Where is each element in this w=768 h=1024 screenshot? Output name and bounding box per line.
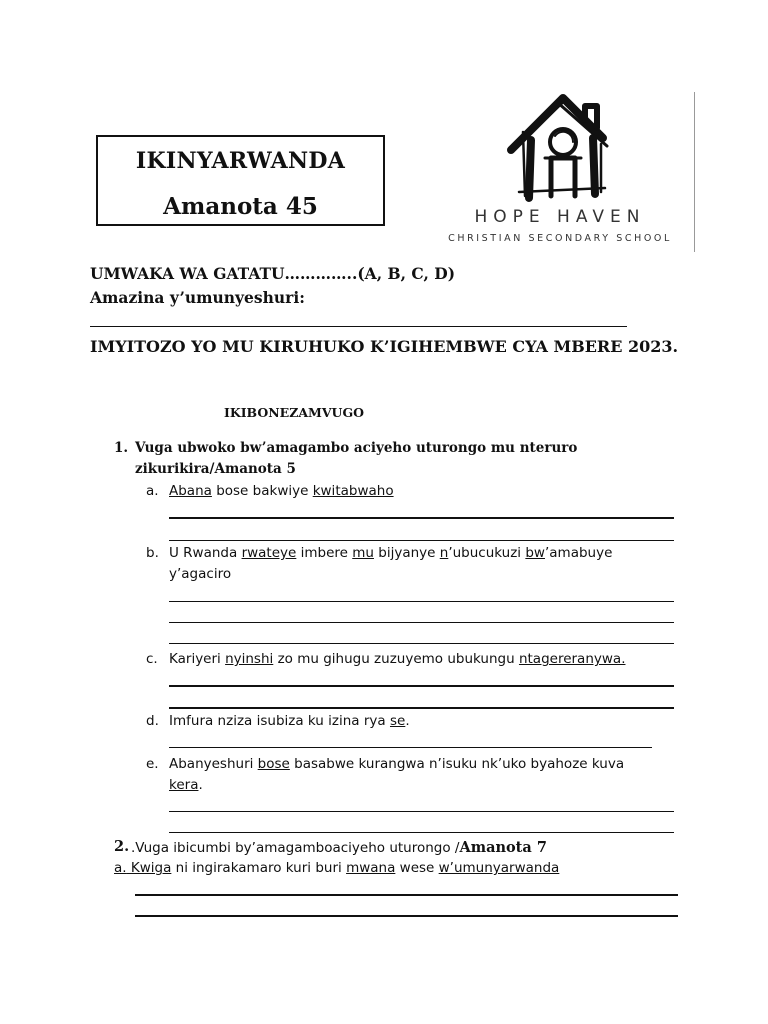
sentence-text: . — [405, 713, 410, 729]
school-subtitle: CHRISTIAN SECONDARY SCHOOL — [448, 233, 672, 244]
answer-line[interactable] — [169, 517, 674, 519]
q1-item-a-letter: a. — [146, 483, 159, 499]
q1-item-e-letter: e. — [146, 756, 159, 772]
q1-number: 1. — [114, 440, 129, 456]
underlined-word: mu — [352, 545, 374, 561]
underlined-word: bw — [525, 545, 545, 561]
sentence-text: basabwe kurangwa n’isuku nk’uko byahoze kuva — [289, 756, 625, 772]
underlined-word: kera — [169, 777, 199, 793]
q2-item-a-sentence — [114, 860, 559, 876]
answer-line[interactable] — [169, 622, 674, 623]
answer-line[interactable] — [169, 747, 652, 748]
underlined-word: kwitabwaho — [312, 483, 394, 499]
underlined-word: mwana — [346, 860, 396, 876]
subject-title: IKINYARWANDA — [135, 148, 346, 174]
q1-item-a-sentence — [169, 483, 394, 499]
title-box — [96, 135, 385, 226]
q1-item-b-letter: b. — [146, 545, 159, 561]
sentence-text: ni ingirakamaro kuri buri — [171, 860, 347, 876]
q1-instruction-line2: zikurikira/Amanota 5 — [135, 461, 296, 477]
underlined-word: Abana — [169, 483, 212, 499]
student-name-label: Amazina y’umunyeshuri: — [90, 288, 305, 307]
sentence-text: Kariyeri — [169, 651, 226, 667]
q1-item-c-sentence — [169, 651, 625, 667]
year-line: UMWAKA WA GATATU…………..(A, B, C, D) — [90, 264, 456, 283]
q1-item-e-sentence — [169, 756, 624, 772]
underlined-word: nyinshi — [225, 651, 274, 667]
underlined-word: rwateye — [241, 545, 297, 561]
sentence-text: U Rwanda — [169, 545, 242, 561]
q2-instruction-text: .Vuga ibicumbi by’amagamboaciyeho uturongo / — [131, 840, 460, 856]
q1-item-d-letter: d. — [146, 713, 159, 729]
sentence-text: zo mu gihugu zuzuyemo ubukungu — [273, 651, 519, 667]
q2-instruction — [131, 839, 547, 856]
answer-line[interactable] — [135, 915, 678, 917]
q1-instruction-line1: Vuga ubwoko bw’amagambo aciyeho uturongo mu nteruro — [135, 440, 578, 456]
sentence-text: bijyanye — [373, 545, 440, 561]
underlined-word: bose — [257, 756, 290, 772]
underlined-word: n — [439, 545, 449, 561]
school-logo-house-icon — [425, 92, 700, 252]
answer-line[interactable] — [169, 601, 674, 602]
exam-title: IMYITOZO YO MU KIRUHUKO K’IGIHEMBWE CYA MBERE 2023. — [90, 337, 679, 356]
section-title: IKIBONEZAMVUGO — [224, 405, 365, 420]
q1-item-d-sentence — [169, 713, 410, 729]
answer-line[interactable] — [135, 894, 678, 896]
sentence-text: imbere — [296, 545, 353, 561]
sentence-text: wese — [395, 860, 439, 876]
sentence-text: Imfura nziza isubiza ku izina rya — [169, 713, 390, 729]
student-name-field[interactable] — [90, 326, 627, 327]
q1-item-c-letter: c. — [146, 651, 158, 667]
q2-marks: Amanota 7 — [459, 839, 547, 856]
marks-total: Amanota 45 — [163, 193, 318, 220]
answer-line[interactable] — [169, 540, 674, 541]
underlined-word: ntagereranywa. — [518, 651, 626, 667]
q1-item-b-sentence — [169, 545, 612, 561]
logo-divider — [694, 92, 695, 252]
q2-number: 2. — [114, 838, 130, 855]
sentence-text: bose bakwiye — [211, 483, 313, 499]
answer-line[interactable] — [169, 832, 674, 833]
answer-line[interactable] — [169, 707, 674, 709]
answer-line[interactable] — [169, 811, 674, 812]
answer-line[interactable] — [169, 643, 674, 644]
underlined-word: se — [389, 713, 406, 729]
underlined-word: w’umunyarwanda — [438, 860, 560, 876]
q1-item-e-line2 — [169, 777, 203, 793]
sentence-text: ’amabuye — [544, 545, 613, 561]
q1-item-b-line2: y’agaciro — [169, 566, 232, 582]
school-name: HOPE HAVEN — [474, 207, 646, 227]
underlined-word: Kwiga — [126, 860, 172, 876]
sentence-text: . — [198, 777, 203, 793]
sentence-text: ’ubucukuzi — [448, 545, 526, 561]
answer-line[interactable] — [169, 685, 674, 687]
sentence-text: Abanyeshuri — [169, 756, 258, 772]
q2-item-a-letter: a. — [114, 860, 127, 876]
